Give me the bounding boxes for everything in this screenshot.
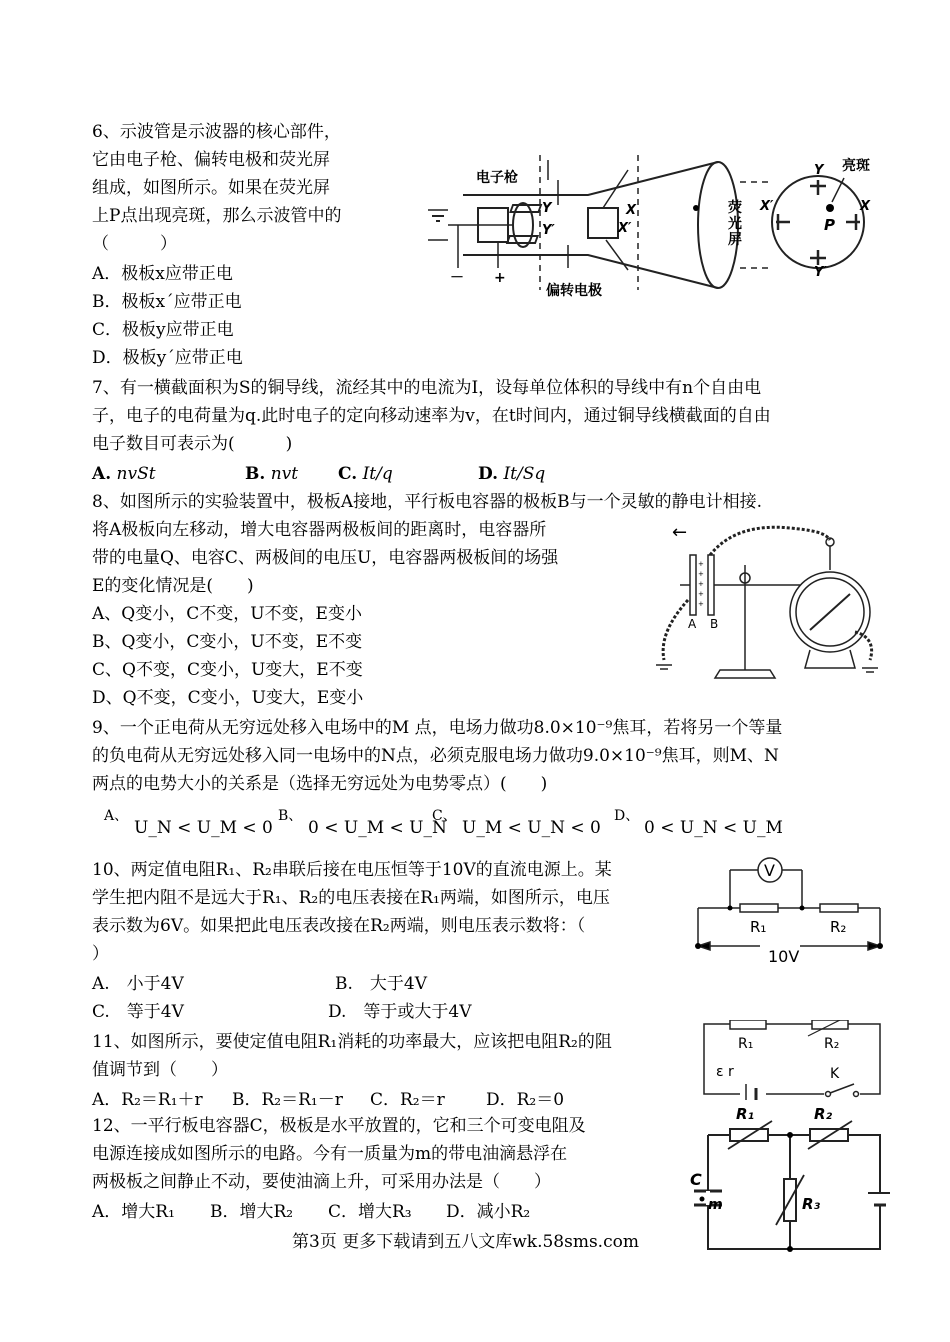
q9-option-b-expr: 0 < U_M < U_N <box>308 818 447 838</box>
q10-line-2: 学生把内阻不是远大于R₁、R₂的电压表接在R₁两端，如图所示，电压 <box>92 888 610 908</box>
voltmeter-label: V <box>764 861 775 880</box>
q6-option-a: A．极板x应带正电 <box>92 264 233 284</box>
q9-option-c-letter: C、 <box>432 808 457 824</box>
q9-line-1: 9、一个正电荷从无穷远处移入电场中的M 点，电场力做功8.0×10⁻⁹焦耳，若将另一个等量 <box>92 718 783 738</box>
q9-option-d-letter: D、 <box>614 808 640 824</box>
q9-line-3: 两点的电势大小的关系是（选择无穷远处为电势零点）( ) <box>92 774 548 794</box>
q9-option-a-letter: A、 <box>104 808 129 824</box>
q9-option-c-expr: U_M < U_N < 0 <box>462 818 601 838</box>
q9-line-2: 的负电荷从无穷远处移入同一电场中的N点，必须克服电场力做功9.0×10⁻⁹焦耳，则M、N <box>92 746 779 766</box>
label-deflect: 偏转电极 <box>546 283 602 299</box>
r2-label: R₂ <box>830 918 847 936</box>
svg-text:+: + <box>698 560 704 568</box>
plate-b-label: B <box>710 617 719 631</box>
q8-option-c: C、Q不变，C变小，U变大，E不变 <box>92 660 363 680</box>
r1-label: R₁ <box>736 1105 755 1123</box>
label-gun: 电子枪 <box>476 170 518 186</box>
emf-label: ε r <box>716 1064 734 1080</box>
q8-line-1: 8、如图所示的实验装置中，极板A接地，平行板电容器的极板B与一个灵敏的静电计相接. <box>92 492 762 512</box>
q10-option-b: B. 大于4V <box>335 974 427 994</box>
voltmeter-circuit-figure <box>690 850 890 970</box>
mass-label: m <box>708 1197 723 1213</box>
plate-a-label: A <box>688 617 697 631</box>
r3-label: R₃ <box>802 1195 821 1213</box>
q7-line-2: 子，电子的电荷量为q.此时电子的定向移动速率为v，在t时间内，通过铜导线横截面的自由 <box>92 406 771 426</box>
q9-option-b-letter: B、 <box>278 808 303 824</box>
label-screen-2: 光 <box>728 216 742 232</box>
q9-option-d-expr: 0 < U_N < U_M <box>644 818 783 838</box>
q6-stem-5: （ ） <box>92 234 177 254</box>
q12-line-3: 两极板之间静止不动，要使油滴上升，可采用办法是（ ） <box>92 1172 551 1192</box>
page-footer: 第3页 更多下载请到五八文库wk.58sms.com <box>292 1232 639 1252</box>
q6-stem-2: 它由电子枪、偏转电极和荧光屏 <box>92 150 330 170</box>
svg-text:+: + <box>698 580 704 588</box>
svg-text:+: + <box>698 570 704 578</box>
label-screen-3: 屏 <box>728 232 742 248</box>
q10-option-c: C. 等于4V <box>92 1002 184 1022</box>
svg-text:+: + <box>698 600 704 608</box>
q11-option-b: B．R₂＝R₁－r <box>232 1090 343 1110</box>
q7-option-d: D. It/Sq <box>478 464 546 484</box>
svg-text:X′: X′ <box>760 199 774 214</box>
q7-option-a: A. nvSt <box>92 464 156 484</box>
svg-text:+: + <box>698 590 704 598</box>
q8-line-2: 将A极板向左移动，增大电容器两极板间的距离时，电容器所 <box>92 520 547 540</box>
q8-option-b: B、Q变小，C变小，U不变，E不变 <box>92 632 363 652</box>
q6-stem-3: 组成，如图所示。如果在荧光屏 <box>92 178 330 198</box>
q11-line-2: 值调节到（ ） <box>92 1060 228 1080</box>
q8-option-d: D、Q不变，C变小，U变大，E变小 <box>92 688 364 708</box>
q12-line-2: 电源连接成如图所示的电路。今有一质量为m的带电油滴悬浮在 <box>92 1144 568 1164</box>
r2-label: R₂ <box>824 1036 840 1052</box>
q8-line-4: E的变化情况是( ) <box>92 576 254 596</box>
q6-option-b: B．极板xˊ应带正电 <box>92 292 242 312</box>
q10-option-d: D. 等于或大于4V <box>328 1002 472 1022</box>
q6-stem-1: 6、示波管是示波器的核心部件， <box>92 122 341 142</box>
oscilloscope-tube-figure <box>418 150 878 300</box>
svg-text:Y′: Y′ <box>814 265 827 280</box>
q12-option-c: C．增大R₃ <box>328 1202 412 1222</box>
svg-text:－: － <box>450 270 464 286</box>
q11-option-d: D．R₂＝0 <box>486 1090 565 1110</box>
label-screen-1: 荧 <box>728 200 742 216</box>
svg-text:P: P <box>824 216 835 234</box>
r1-label: R₁ <box>738 1036 754 1052</box>
q12-option-a: A．增大R₁ <box>92 1202 175 1222</box>
q7-line-3: 电子数目可表示为( ) <box>92 434 293 454</box>
svg-text:Y: Y <box>814 163 824 178</box>
q10-line-1: 10、两定值电阻R₁、R₂串联后接在电压恒等于10V的直流电源上。某 <box>92 860 612 880</box>
label-spot: 亮斑 <box>842 158 870 174</box>
q7-option-c: C. It/q <box>338 464 393 484</box>
r1-label: R₁ <box>750 918 767 936</box>
q6-option-d: D．极板yˊ应带正电 <box>92 348 243 368</box>
capacitor-circuit-figure <box>690 1105 890 1255</box>
svg-text:X: X <box>626 203 637 218</box>
q11-option-c: C．R₂＝r <box>370 1090 445 1110</box>
q9-option-a-expr: U_N < U_M < 0 <box>134 818 273 838</box>
q7-line-1: 7、有一横截面积为S的铜导线，流经其中的电流为I，设每单位体积的导线中有n个自由电 <box>92 378 762 398</box>
electrometer-figure <box>650 520 880 690</box>
q12-line-1: 12、一平行板电容器C，极板是水平放置的，它和三个可变电阻及 <box>92 1116 586 1136</box>
q12-option-b: B．增大R₂ <box>210 1202 294 1222</box>
switch-label: K <box>830 1066 840 1082</box>
q6-option-c: C．极板y应带正电 <box>92 320 234 340</box>
svg-text:Y′: Y′ <box>542 223 555 238</box>
svg-text:+: + <box>494 270 506 286</box>
capacitor-label: C <box>690 1170 702 1189</box>
q11-option-a: A．R₂＝R₁＋r <box>92 1090 203 1110</box>
q7-option-b: B. nvt <box>245 464 299 484</box>
q11-line-1: 11、如图所示，要使定值电阻R₁消耗的功率最大，应该把电阻R₂的阻 <box>92 1032 612 1052</box>
q8-line-3: 带的电量Q、电容C、两极间的电压U，电容器两极板间的场强 <box>92 548 559 568</box>
q8-option-a: A、Q变小，C不变，U不变，E变小 <box>92 604 362 624</box>
q12-option-d: D．减小R₂ <box>446 1202 531 1222</box>
power-circuit-figure <box>700 1020 890 1100</box>
svg-text:Y: Y <box>542 201 552 216</box>
q10-line-4: ） <box>92 944 109 964</box>
q10-line-3: 表示数为6V。如果把此电压表改接在R₂两端，则电压表示数将：（ <box>92 916 586 936</box>
source-voltage-label: 10V <box>768 947 800 966</box>
q6-stem-4: 上P点出现亮斑，那么示波管中的 <box>92 206 342 226</box>
r2-label: R₂ <box>814 1105 833 1123</box>
svg-text:X′: X′ <box>618 221 632 236</box>
q10-option-a: A. 小于4V <box>92 974 184 994</box>
svg-text:←: ← <box>672 522 688 543</box>
svg-text:X: X <box>860 199 871 214</box>
